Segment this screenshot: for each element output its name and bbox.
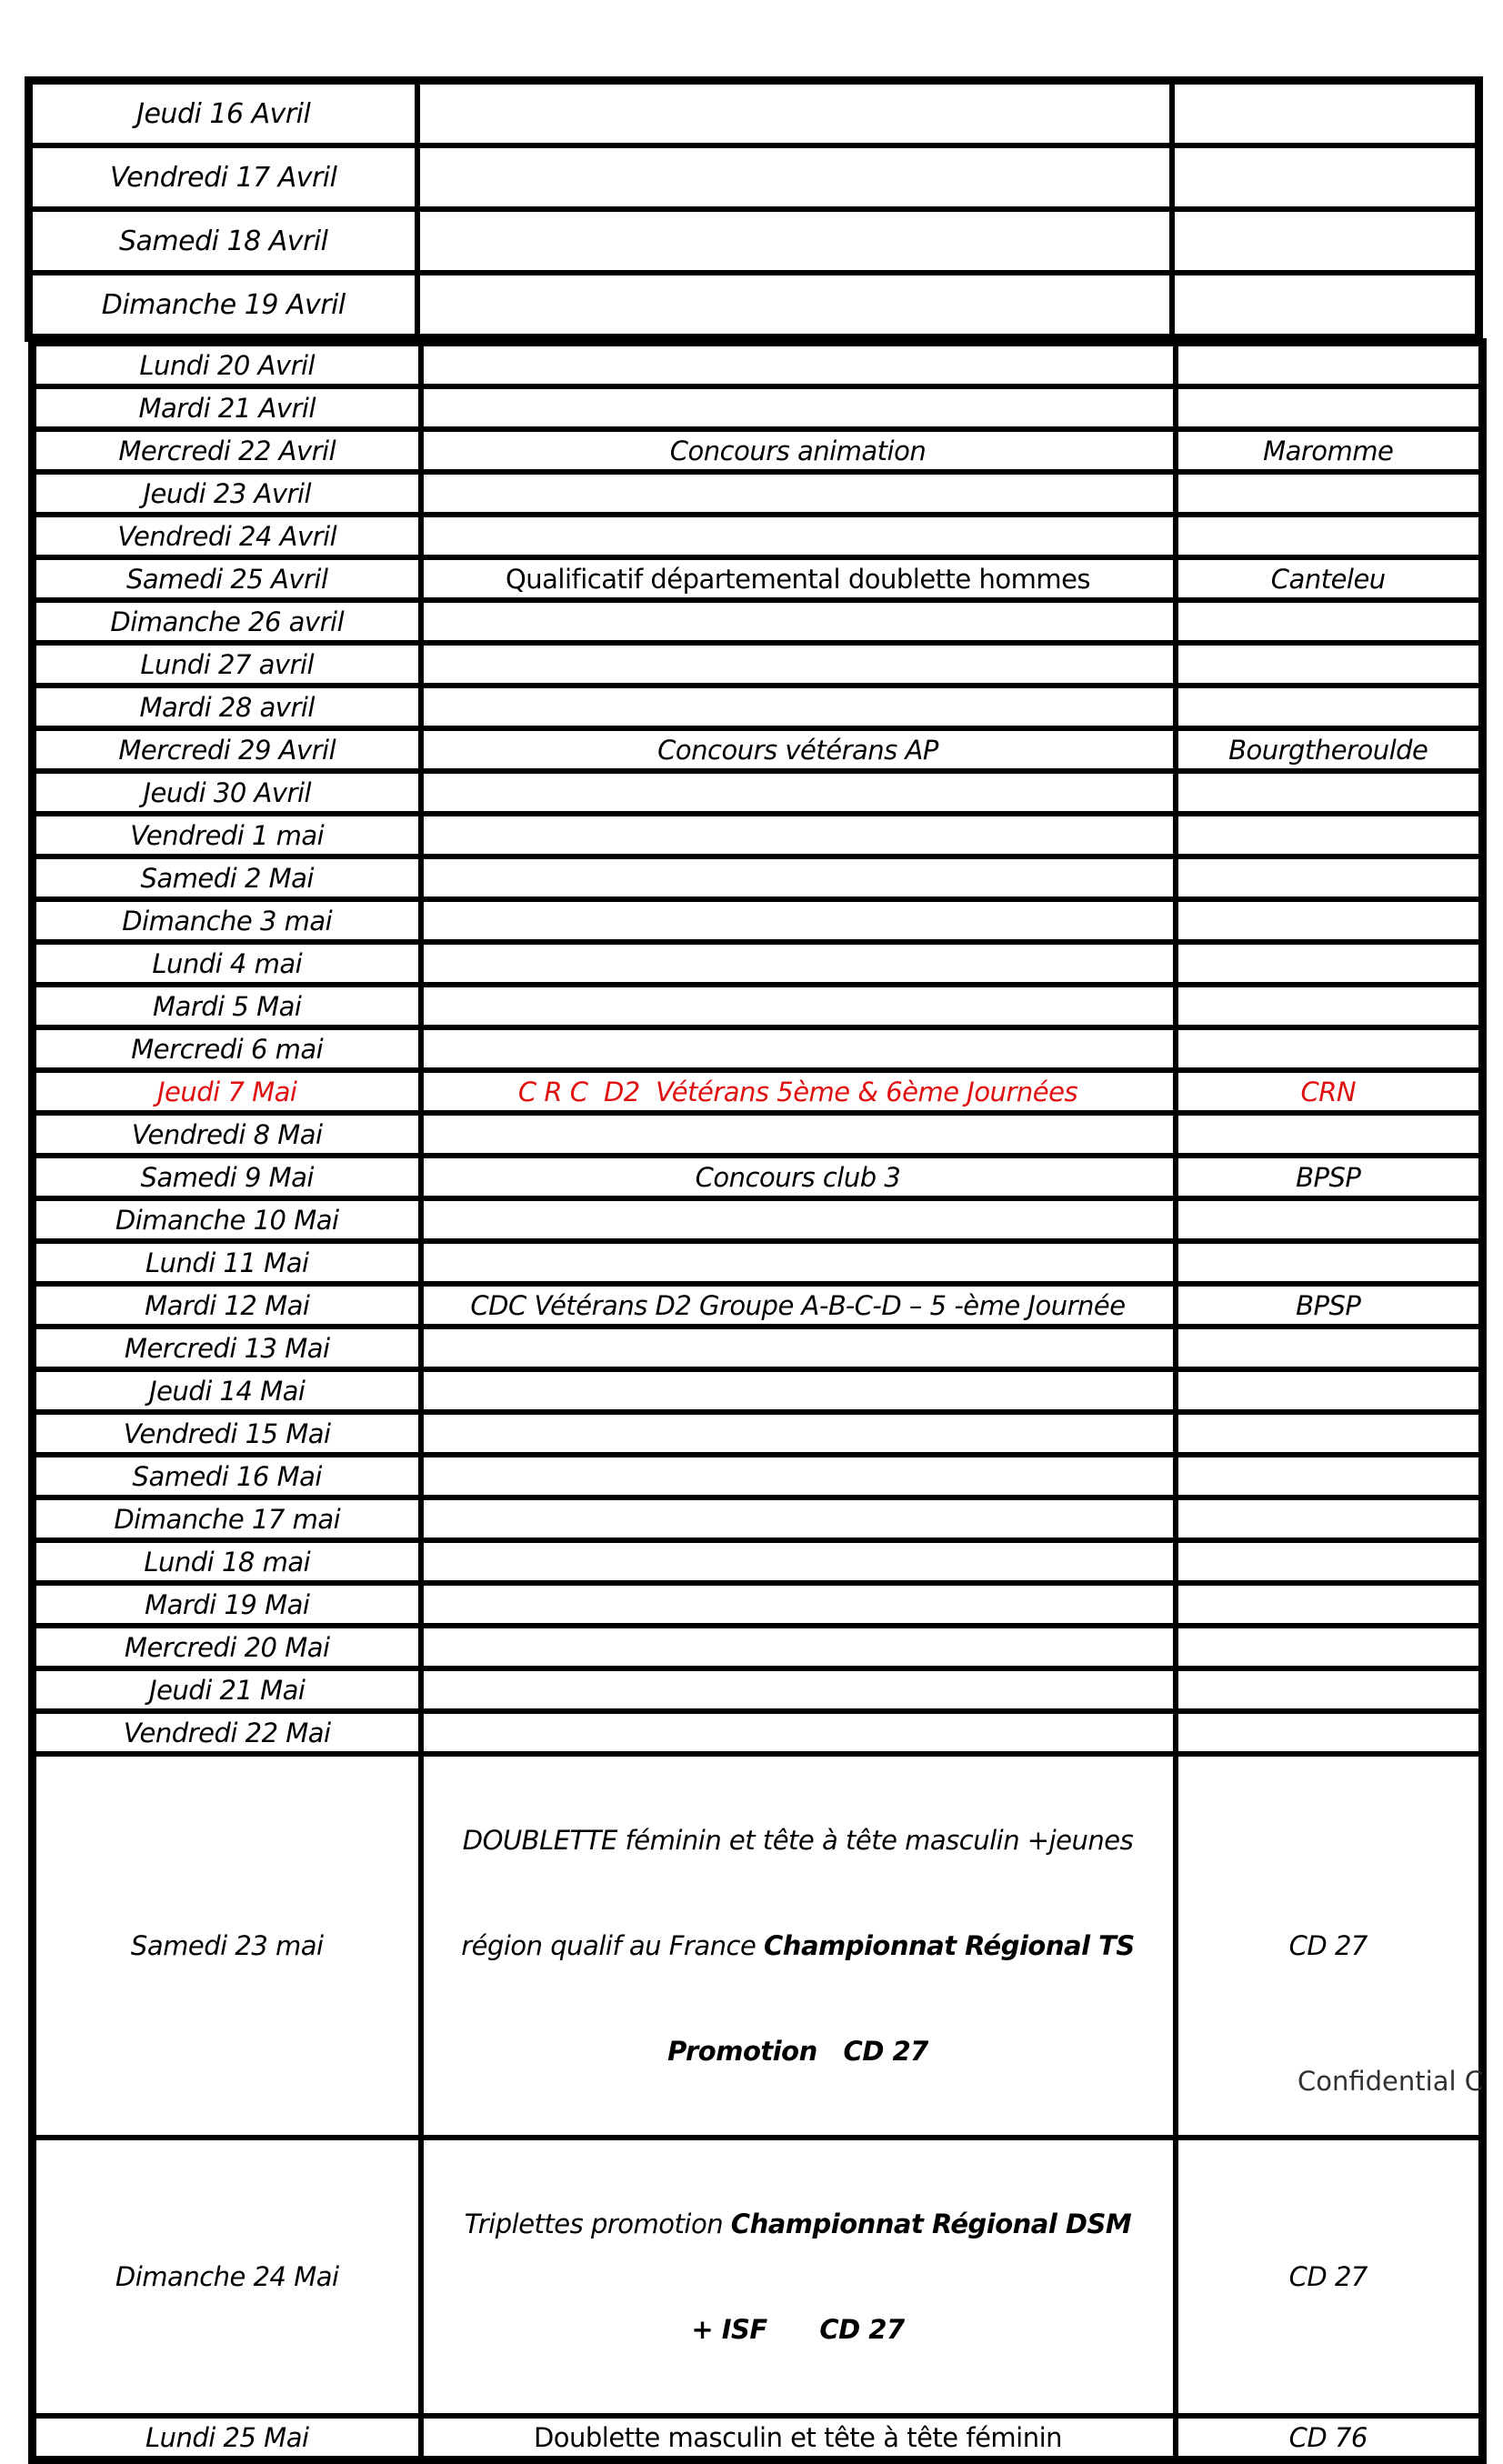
location-cell bbox=[1176, 942, 1483, 985]
table-row bbox=[33, 1027, 1483, 1070]
date-cell: Jeudi 7 Mai bbox=[33, 1070, 421, 1113]
date-cell: Jeudi 14 Mai bbox=[33, 1369, 421, 1412]
event-cell bbox=[417, 273, 1172, 338]
date-cell: Jeudi 23 Avril bbox=[33, 472, 421, 515]
table-row bbox=[33, 386, 1483, 429]
location-cell bbox=[1176, 1626, 1483, 1668]
date-cell: Lundi 18 mai bbox=[33, 1540, 421, 1583]
location-cell bbox=[1176, 1412, 1483, 1455]
location-cell bbox=[1176, 515, 1483, 557]
date-cell: Samedi 25 Avril bbox=[33, 557, 421, 600]
location-cell: BPSP bbox=[1176, 1284, 1483, 1327]
location-cell: CD 76 bbox=[1176, 2416, 1483, 2460]
location-cell bbox=[1176, 899, 1483, 942]
table-row bbox=[33, 1156, 1483, 1198]
location-cell bbox=[1176, 1540, 1483, 1583]
event-cell bbox=[421, 1369, 1176, 1412]
date-cell: Mardi 19 Mai bbox=[33, 1583, 421, 1626]
table-row bbox=[33, 686, 1483, 728]
event-cell bbox=[421, 942, 1176, 985]
location-cell bbox=[1172, 273, 1479, 338]
event-line-3: Promotion CD 27 bbox=[667, 2036, 928, 2067]
table-row bbox=[33, 1327, 1483, 1369]
event-cell: Doublette masculin et tête à tête féminin bbox=[421, 2416, 1176, 2460]
location-cell bbox=[1176, 856, 1483, 899]
table-row bbox=[33, 1583, 1483, 1626]
table-row bbox=[33, 985, 1483, 1027]
event-cell bbox=[421, 600, 1176, 643]
event-cell bbox=[421, 1540, 1176, 1583]
event-cell bbox=[421, 1754, 1176, 2138]
event-cell bbox=[421, 899, 1176, 942]
table-row bbox=[33, 771, 1483, 814]
table-row bbox=[29, 81, 1479, 146]
event-cell bbox=[421, 771, 1176, 814]
event-cell: Concours animation bbox=[421, 429, 1176, 472]
location-cell bbox=[1176, 1113, 1483, 1156]
event-cell bbox=[421, 472, 1176, 515]
date-cell: Lundi 11 Mai bbox=[33, 1241, 421, 1284]
location-cell bbox=[1176, 814, 1483, 856]
date-cell: Samedi 2 Mai bbox=[33, 856, 421, 899]
table-row bbox=[33, 643, 1483, 686]
date-cell: Vendredi 15 Mai bbox=[33, 1412, 421, 1455]
table-row bbox=[33, 429, 1483, 472]
location-cell bbox=[1176, 1027, 1483, 1070]
event-cell bbox=[417, 209, 1172, 273]
date-cell: Mercredi 6 mai bbox=[33, 1027, 421, 1070]
event-cell bbox=[421, 386, 1176, 429]
event-cell bbox=[421, 1455, 1176, 1497]
table-row bbox=[33, 1113, 1483, 1156]
event-line-1: Triplettes promotion Championnat Régional DSM bbox=[464, 2209, 1132, 2239]
event-cell bbox=[421, 686, 1176, 728]
event-line-2: région qualif au France Championnat Régional TS bbox=[461, 1930, 1135, 1961]
event-cell: Qualificatif départemental doublette hommes bbox=[421, 557, 1176, 600]
table-row bbox=[33, 856, 1483, 899]
table-row bbox=[29, 273, 1479, 338]
table-row bbox=[33, 942, 1483, 985]
table-row bbox=[33, 1455, 1483, 1497]
event-cell bbox=[421, 343, 1176, 387]
location-cell bbox=[1176, 1497, 1483, 1540]
location-cell: Canteleu bbox=[1176, 557, 1483, 600]
table-row bbox=[29, 145, 1479, 209]
table-row-multiline bbox=[33, 1754, 1483, 2138]
date-cell: Mardi 21 Avril bbox=[33, 386, 421, 429]
calendar-table-top bbox=[25, 76, 1483, 342]
date-cell: Samedi 9 Mai bbox=[33, 1156, 421, 1198]
location-cell bbox=[1176, 600, 1483, 643]
location-cell bbox=[1176, 386, 1483, 429]
confidential-label: Confidential C bbox=[1298, 2066, 1483, 2097]
date-cell: Mercredi 13 Mai bbox=[33, 1327, 421, 1369]
event-cell bbox=[421, 1626, 1176, 1668]
table-row bbox=[33, 557, 1483, 600]
location-cell bbox=[1176, 1369, 1483, 1412]
date-cell: Dimanche 17 mai bbox=[33, 1497, 421, 1540]
table-row-multiline bbox=[33, 2138, 1483, 2416]
location-cell bbox=[1176, 1455, 1483, 1497]
date-cell: Jeudi 21 Mai bbox=[33, 1668, 421, 1711]
date-cell: Mercredi 22 Avril bbox=[33, 429, 421, 472]
event-cell bbox=[421, 1497, 1176, 1540]
date-cell: Vendredi 22 Mai bbox=[33, 1711, 421, 1754]
table-row bbox=[33, 1412, 1483, 1455]
calendar-table-main bbox=[28, 338, 1487, 2464]
date-cell: Dimanche 24 Mai bbox=[33, 2138, 421, 2416]
table-row bbox=[33, 515, 1483, 557]
table-row bbox=[33, 1711, 1483, 1754]
event-cell bbox=[421, 856, 1176, 899]
date-cell: Dimanche 19 Avril bbox=[29, 273, 417, 338]
event-cell bbox=[421, 1327, 1176, 1369]
date-cell: Vendredi 17 Avril bbox=[29, 145, 417, 209]
location-cell bbox=[1176, 1198, 1483, 1241]
location-cell bbox=[1172, 81, 1479, 146]
event-cell: CDC Vétérans D2 Groupe A-B-C-D – 5 -ème Journée bbox=[421, 1284, 1176, 1327]
table-row bbox=[33, 1626, 1483, 1668]
location-cell: Bourgtheroulde bbox=[1176, 728, 1483, 771]
date-cell: Mardi 12 Mai bbox=[33, 1284, 421, 1327]
date-cell: Lundi 27 avril bbox=[33, 643, 421, 686]
table-row bbox=[33, 1540, 1483, 1583]
date-cell: Vendredi 1 mai bbox=[33, 814, 421, 856]
date-cell: Dimanche 10 Mai bbox=[33, 1198, 421, 1241]
table-row bbox=[33, 899, 1483, 942]
location-cell bbox=[1176, 1668, 1483, 1711]
location-cell: CD 27 bbox=[1176, 1754, 1483, 2138]
date-cell: Samedi 18 Avril bbox=[29, 209, 417, 273]
event-cell bbox=[421, 1027, 1176, 1070]
date-cell: Jeudi 30 Avril bbox=[33, 771, 421, 814]
location-cell bbox=[1176, 1583, 1483, 1626]
location-cell bbox=[1172, 145, 1479, 209]
date-cell: Mercredi 20 Mai bbox=[33, 1626, 421, 1668]
table-row bbox=[29, 209, 1479, 273]
location-cell bbox=[1176, 686, 1483, 728]
date-cell: Mercredi 29 Avril bbox=[33, 728, 421, 771]
event-cell bbox=[421, 643, 1176, 686]
event-cell: Concours club 3 bbox=[421, 1156, 1176, 1198]
event-cell bbox=[421, 1198, 1176, 1241]
event-line-2: + ISF CD 27 bbox=[691, 2314, 905, 2345]
event-cell bbox=[421, 1668, 1176, 1711]
table-row bbox=[33, 1369, 1483, 1412]
table-row bbox=[33, 343, 1483, 387]
location-cell bbox=[1176, 472, 1483, 515]
location-cell bbox=[1176, 343, 1483, 387]
location-cell bbox=[1176, 1327, 1483, 1369]
location-cell: Maromme bbox=[1176, 429, 1483, 472]
table-row bbox=[33, 728, 1483, 771]
date-cell: Dimanche 26 avril bbox=[33, 600, 421, 643]
date-cell: Lundi 4 mai bbox=[33, 942, 421, 985]
table-row bbox=[33, 600, 1483, 643]
location-cell bbox=[1176, 643, 1483, 686]
date-cell: Samedi 16 Mai bbox=[33, 1455, 421, 1497]
location-cell bbox=[1176, 1241, 1483, 1284]
event-cell: C R C D2 Vétérans 5ème & 6ème Journées bbox=[421, 1070, 1176, 1113]
date-cell: Jeudi 16 Avril bbox=[29, 81, 417, 146]
date-cell: Mardi 5 Mai bbox=[33, 985, 421, 1027]
table-row bbox=[33, 1668, 1483, 1711]
event-cell bbox=[421, 814, 1176, 856]
event-cell bbox=[421, 2138, 1176, 2416]
event-line-1: DOUBLETTE féminin et tête à tête masculin +jeunes bbox=[462, 1825, 1134, 1856]
table-row bbox=[33, 2416, 1483, 2460]
location-cell bbox=[1176, 985, 1483, 1027]
location-cell: CD 27 bbox=[1176, 2138, 1483, 2416]
location-cell bbox=[1176, 771, 1483, 814]
table-row bbox=[33, 1497, 1483, 1540]
table-row bbox=[33, 1198, 1483, 1241]
date-cell: Samedi 23 mai bbox=[33, 1754, 421, 2138]
event-cell bbox=[421, 1113, 1176, 1156]
event-cell bbox=[421, 1583, 1176, 1626]
location-cell: CRN bbox=[1176, 1070, 1483, 1113]
event-cell bbox=[421, 1412, 1176, 1455]
event-cell: Concours vétérans AP bbox=[421, 728, 1176, 771]
table-row bbox=[33, 1284, 1483, 1327]
event-cell bbox=[421, 985, 1176, 1027]
table-row bbox=[33, 814, 1483, 856]
table-row bbox=[33, 472, 1483, 515]
location-cell bbox=[1176, 1711, 1483, 1754]
date-cell: Dimanche 3 mai bbox=[33, 899, 421, 942]
date-cell: Lundi 20 Avril bbox=[33, 343, 421, 387]
event-cell bbox=[421, 1711, 1176, 1754]
date-cell: Vendredi 8 Mai bbox=[33, 1113, 421, 1156]
date-cell: Mardi 28 avril bbox=[33, 686, 421, 728]
event-cell bbox=[417, 81, 1172, 146]
date-cell: Lundi 25 Mai bbox=[33, 2416, 421, 2460]
location-cell: BPSP bbox=[1176, 1156, 1483, 1198]
table-row-highlighted-red bbox=[33, 1070, 1483, 1113]
date-cell: Vendredi 24 Avril bbox=[33, 515, 421, 557]
event-cell bbox=[421, 1241, 1176, 1284]
event-cell bbox=[421, 515, 1176, 557]
event-cell bbox=[417, 145, 1172, 209]
location-cell bbox=[1172, 209, 1479, 273]
table-row bbox=[33, 1241, 1483, 1284]
